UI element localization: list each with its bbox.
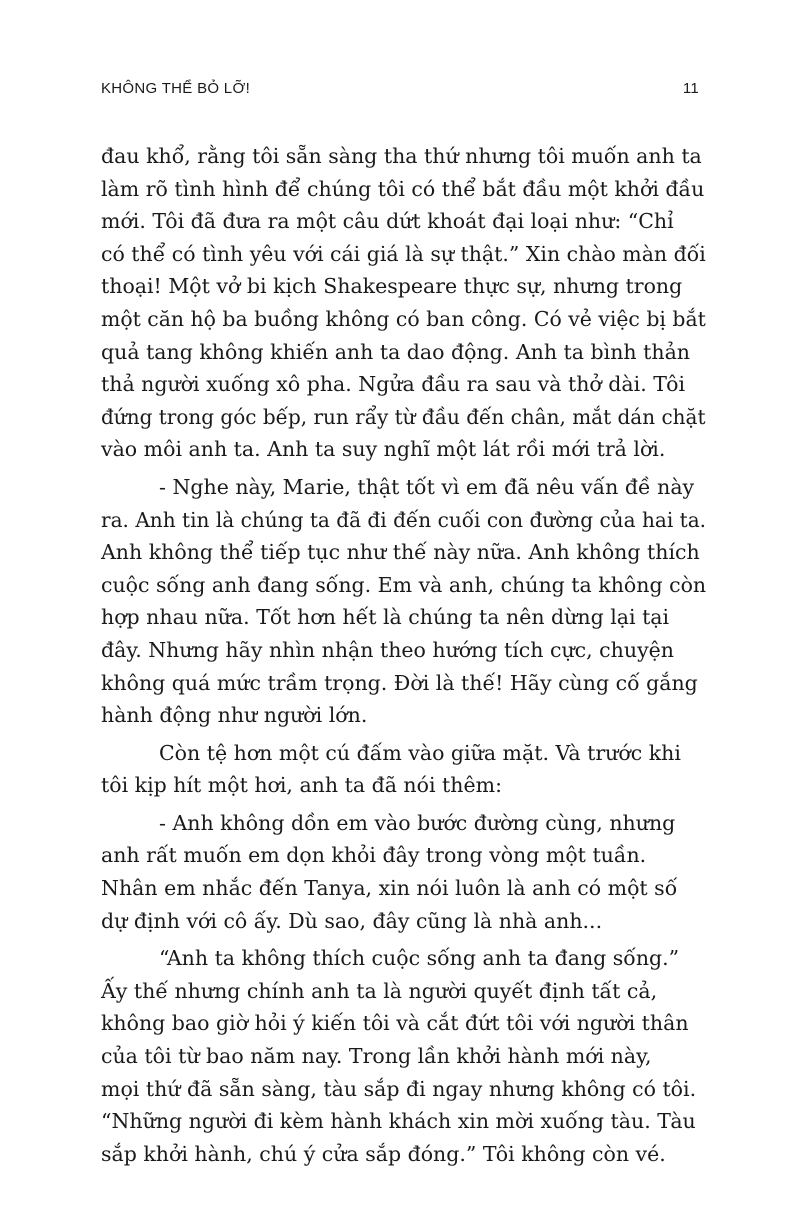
- text-line: tôi kịp hít một hơi, anh ta đã nói thêm:: [101, 773, 502, 798]
- text-line: - Anh không dồn em vào bước đường cùng, nhưng: [159, 810, 676, 835]
- text-line: Anh không thể tiếp tục như thế này nữa. Anh không thích: [101, 540, 700, 565]
- page-header: [101, 80, 699, 106]
- paragraph: [101, 737, 706, 802]
- text-line: hợp nhau nữa. Tốt hơn hết là chúng ta nên dừng lại tại: [101, 605, 670, 630]
- text-line: làm rõ tình hình để chúng tôi có thể bắt đầu một khởi đầu: [101, 176, 705, 201]
- text-line: dự định với cô ấy. Dù sao, đây cũng là nhà anh...: [101, 908, 603, 933]
- paragraph: [101, 942, 706, 1170]
- text-line: “Anh ta không thích cuộc sống anh ta đang sống.”: [159, 946, 680, 971]
- paragraph: [101, 807, 706, 937]
- text-line: cuộc sống anh đang sống. Em và anh, chúng ta không còn: [101, 572, 707, 597]
- text-line: vào môi anh ta. Anh ta suy nghĩ một lát rồi mới trả lời.: [101, 437, 666, 462]
- text-line: đau khổ, rằng tôi sẵn sàng tha thứ nhưng tôi muốn anh ta: [101, 144, 702, 168]
- running-title: KHÔNG THỂ BỎ LỠ!: [101, 80, 251, 97]
- text-line: - Nghe này, Marie, thật tốt vì em đã nêu vấn đề này: [159, 474, 695, 499]
- text-line: không bao giờ hỏi ý kiến tôi và cắt đứt tôi với người thân: [101, 1011, 689, 1036]
- text-line: hành động như người lớn.: [101, 703, 368, 728]
- text-line: đứng trong góc bếp, run rẩy từ đầu đến chân, mắt dán chặt: [101, 404, 706, 429]
- text-line: đây. Nhưng hãy nhìn nhận theo hướng tích cực, chuyện: [101, 637, 674, 662]
- paragraph: [101, 471, 706, 732]
- text-line: thoại! Một vở bi kịch Shakespeare thực sự, nhưng trong: [101, 274, 683, 299]
- text-line: có thể có tình yêu với cái giá là sự thật.” Xin chào màn đối: [101, 241, 706, 266]
- text-line: Ấy thế nhưng chính anh ta là người quyết định tất cả,: [101, 978, 658, 1003]
- text-line: ra. Anh tin là chúng ta đã đi đến cuối con đường của hai ta.: [101, 507, 707, 532]
- text-line: sắp khởi hành, chú ý cửa sắp đóng.” Tôi không còn vé.: [101, 1141, 666, 1166]
- page-number: 11: [682, 80, 699, 97]
- text-line: thả người xuống xô pha. Ngửa đầu ra sau và thở dài. Tôi: [101, 372, 686, 397]
- text-line: “Những người đi kèm hành khách xin mời xuống tàu. Tàu: [101, 1109, 696, 1134]
- text-line: mọi thứ đã sẵn sàng, tàu sắp đi ngay nhưng không có tôi.: [101, 1076, 697, 1101]
- text-line: của tôi từ bao năm nay. Trong lần khởi hành mới này,: [101, 1044, 652, 1069]
- paragraph: [101, 140, 706, 466]
- body-text: [101, 140, 706, 1175]
- text-line: mới. Tôi đã đưa ra một câu dứt khoát đại loại như: “Chỉ: [101, 209, 674, 234]
- text-line: anh rất muốn em dọn khỏi đây trong vòng một tuần.: [101, 843, 647, 868]
- text-line: một căn hộ ba buồng không có ban công. Có vẻ việc bị bắt: [101, 306, 706, 331]
- text-line: quả tang không khiến anh ta dao động. Anh ta bình thản: [101, 339, 691, 364]
- text-line: Nhân em nhắc đến Tanya, xin nói luôn là anh có một số: [101, 876, 678, 901]
- text-line: Còn tệ hơn một cú đấm vào giữa mặt. Và trước khi: [159, 740, 681, 765]
- text-line: không quá mức trầm trọng. Đời là thế! Hãy cùng cố gắng: [101, 670, 698, 695]
